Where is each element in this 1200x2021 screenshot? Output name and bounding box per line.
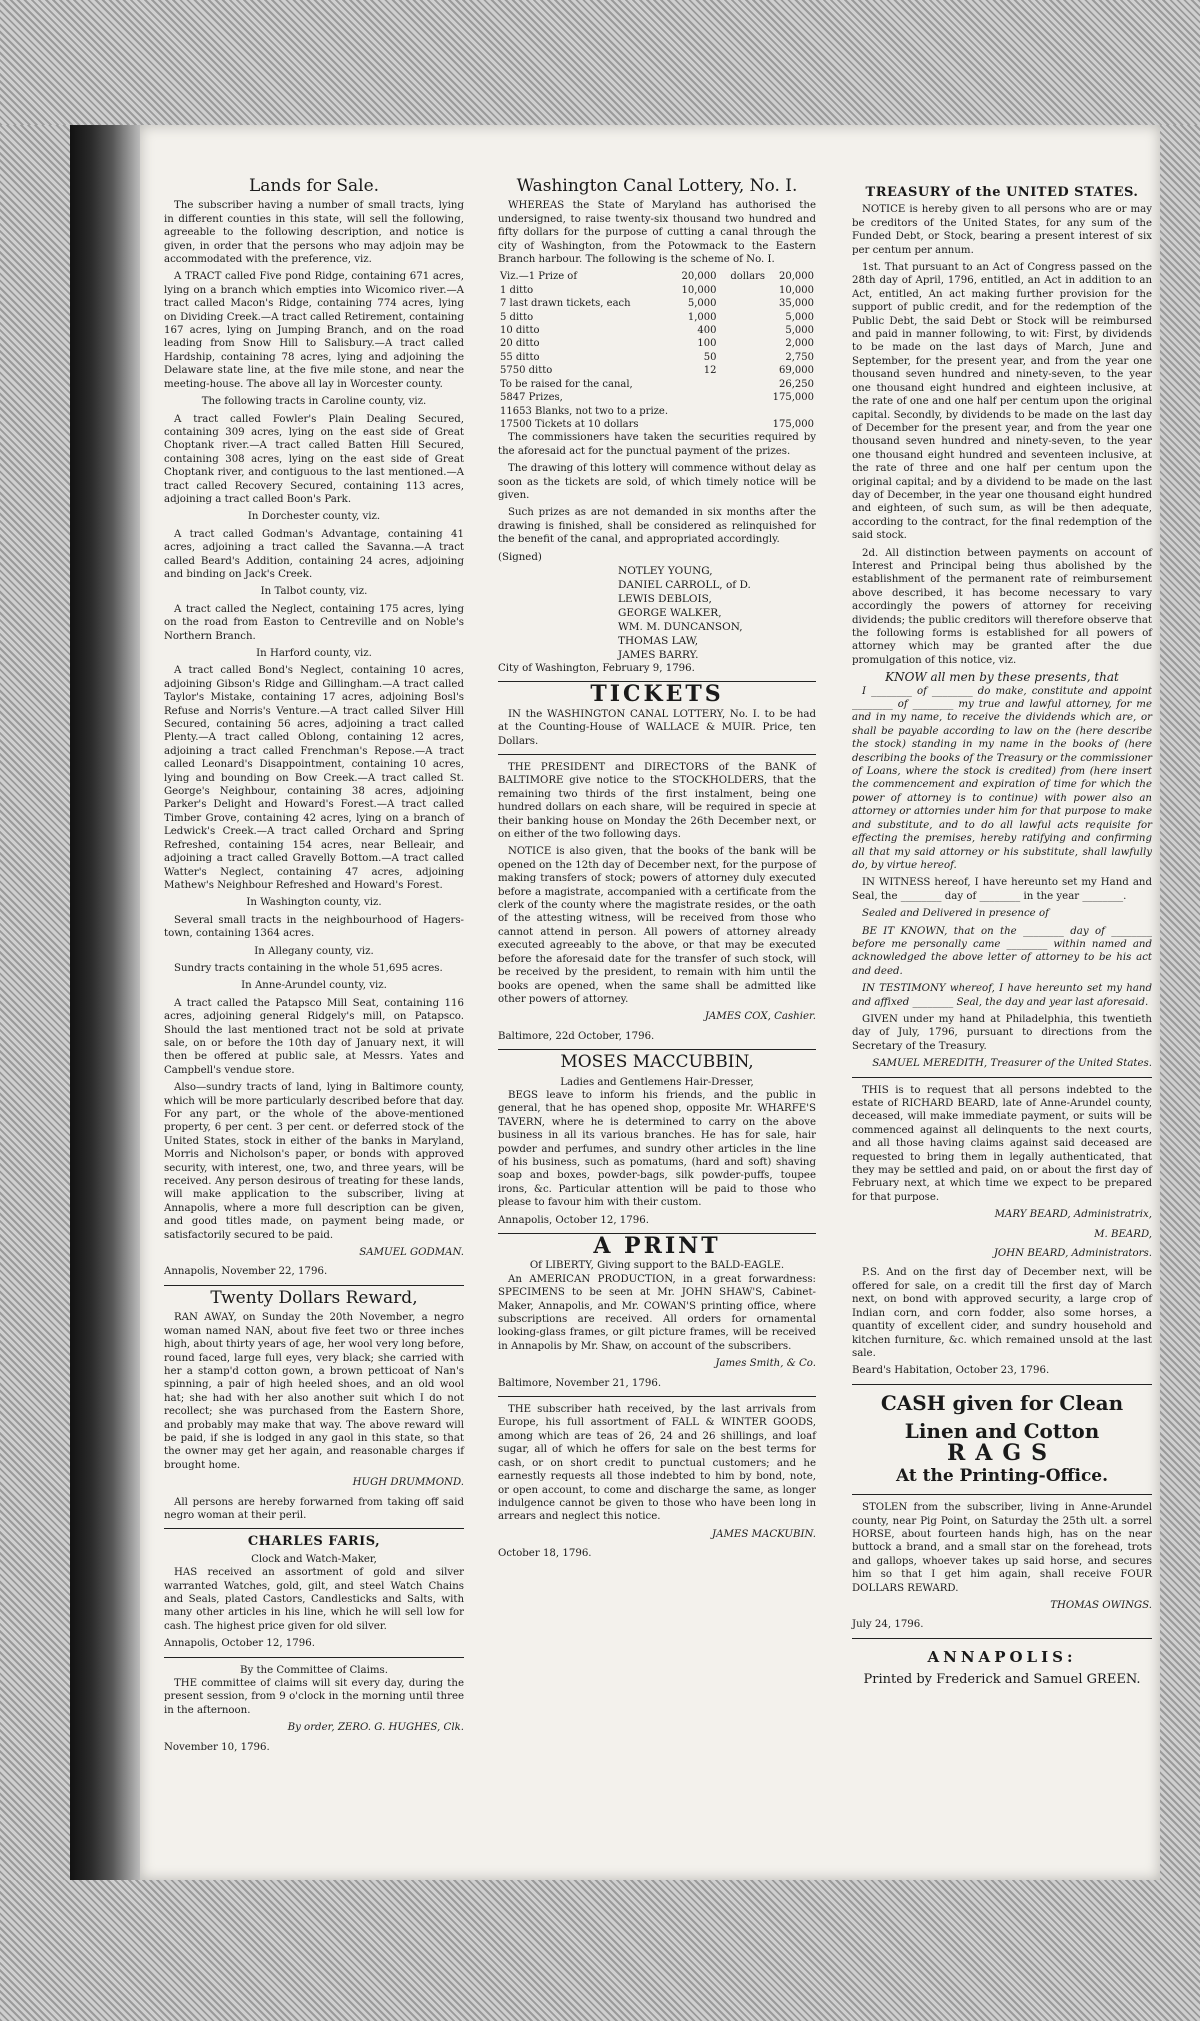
faris-name: CHARLES FARIS, bbox=[247, 1534, 381, 1550]
lottery-cell-amount: 50 bbox=[703, 351, 717, 363]
lottery-cell-unit bbox=[718, 351, 767, 364]
newspaper-page bbox=[140, 125, 1160, 1880]
print-signature: James Smith, & Co. bbox=[715, 1358, 816, 1370]
committee-signature: By order, ZERO. G. HUGHES, Clk. bbox=[287, 1722, 464, 1734]
lottery-cell-amount: 10,000 bbox=[681, 284, 717, 296]
stolen-text: STOLEN from the subscriber, living in Anne-Arundel county, near Pig Point, on Saturday the 25th ult. a sorrel HORSE, about fourteen hands high, has on the near buttock a brand, and a small star on the forehead, trots and gallops, whoever takes up said horse, and secures him so that I get him again, shall receive FOUR DOLLARS REWARD. bbox=[852, 1502, 1152, 1594]
treasury-signature: SAMUEL MEREDITH, Treasurer of the United States. bbox=[872, 1058, 1152, 1070]
column-right bbox=[852, 180, 1152, 1686]
lottery-drawing: The drawing of this lottery will commence without delay as soon as the tickets are sold, of which timely notice will be given. bbox=[498, 463, 816, 501]
form-witness: IN WITNESS hereof, I have hereunto set my Hand and Seal, the ________ day of ________ in the year ________. bbox=[852, 877, 1152, 902]
lottery-signed: (Signed) bbox=[498, 551, 542, 563]
bank-notice-1: THE PRESIDENT and DIRECTORS of the BANK of BALTIMORE give notice to the STOCKHOLDERS, that the remaining two thirds of the first instalment, being one hundred dollars on each share, will be required in specie at their banking house on Monday the 26th December next, or on either of the two following days. bbox=[498, 762, 816, 841]
prizes-count: 5847 Prizes, bbox=[500, 392, 563, 404]
moses-date: Annapolis, October 12, 1796. bbox=[498, 1214, 649, 1226]
harford-heading: In Harford county, viz. bbox=[256, 648, 372, 659]
annearundel-heading: In Anne-Arundel county, viz. bbox=[241, 980, 387, 992]
lands-caroline: A tract called Fowler's Plain Dealing Secured, containing 309 acres, lying on the east side of Great Choptank river.—A tract called Batten Hill Secured, containing 308 acres, lying on the east side of Great Choptank river, and contiguous to the last mentioned.—A tract called Recovery Secured, containing 113 acres, adjoining a tract called Boon's Park. bbox=[164, 413, 464, 505]
reward-title: Twenty Dollars Reward, bbox=[210, 1287, 418, 1308]
commissioner-name: JAMES BARRY. bbox=[618, 648, 699, 661]
commissioner-name: DANIEL CARROLL, of D. bbox=[618, 578, 751, 591]
lands-washington: Several small tracts in the neighbourhood of Hagers-town, containing 1364 acres. bbox=[164, 914, 464, 940]
form-testimony: IN TESTIMONY whereof, I have hereunto set my hand and affixed ________ Seal, the day and year last aforesaid. bbox=[852, 983, 1152, 1008]
lottery-demand: Such prizes as are not demanded in six months after the drawing is finished, shall be considered as relinquished for the benefit of the canal, and appropriated accordingly. bbox=[498, 507, 816, 546]
divider bbox=[164, 1528, 464, 1529]
scan-margin-bottom bbox=[0, 1880, 1200, 2021]
caroline-heading: The following tracts in Caroline county, viz. bbox=[201, 396, 427, 408]
lottery-cell-total: 20,000 bbox=[779, 271, 814, 283]
beard-date: Beard's Habitation, October 23, 1796. bbox=[852, 1365, 1050, 1377]
divider bbox=[852, 1494, 1152, 1495]
washington-heading: In Washington county, viz. bbox=[246, 897, 382, 909]
lottery-row bbox=[498, 297, 816, 310]
lottery-cell-unit bbox=[718, 337, 767, 350]
print-heading: A PRINT bbox=[593, 1233, 721, 1259]
form-heading: KNOW all men by these presents, that bbox=[885, 670, 1119, 685]
commissioner-name: WM. M. DUNCANSON, bbox=[618, 620, 743, 633]
bank-notice-2: NOTICE is also given, that the books of the bank will be opened on the 12th day of December next, for the purpose of making transfers of stock; powers of attorney duly executed before a magistrate, accompanied with a certificate from the clerk of the county where the magistrate resides, or the oath of the attesting witness, will be received from those who cannot attend in person. All powers of attorney already executed agreeably to the above, or that may be executed before the aforesaid date for the transfer of such stock, will be received by the president, to remain with him until the books are opened, when the same shall be admitted like other powers of attorney. bbox=[498, 846, 816, 1005]
beard-signature-1: MARY BEARD, Administratrix, bbox=[994, 1209, 1152, 1221]
moses-trade: Ladies and Gentlemens Hair-Dresser, bbox=[560, 1076, 754, 1088]
faris-trade: Clock and Watch-Maker, bbox=[251, 1553, 377, 1565]
lottery-cell-label: 10 ditto bbox=[500, 325, 540, 337]
lottery-cell-label: To be raised for the canal, bbox=[500, 378, 633, 390]
lottery-cell-label: 20 ditto bbox=[500, 338, 540, 350]
lottery-cell-amount: 20,000 bbox=[681, 271, 717, 283]
commissioner-name: NOTLEY YOUNG, bbox=[618, 564, 713, 577]
lands-intro: The subscriber having a number of small tracts, lying in different counties in this state, will sell the following, agreeable to the following description, and notice is given, in order that the persons who may adjoin may be accommodated with the preference, viz. bbox=[164, 200, 464, 266]
lottery-row bbox=[498, 364, 816, 377]
moses-text: BEGS leave to inform his friends, and the public in general, that he has opened shop, opposite Mr. WHARFE'S TAVERN, where he is determined to carry on the above business in all its various branches. He has for sale, hair powder and perfumes, and sundry other articles in the line of his business, such as pomatums, (hard and soft) shaving soap and boxes, powder-bags, silk powder-puffs, toupee irons, &c. Particular attention will be paid to those who please to favour him with their custom. bbox=[498, 1089, 816, 1209]
lands-date: Annapolis, November 22, 1796. bbox=[164, 1266, 328, 1278]
scan-margin-right bbox=[1160, 125, 1200, 1880]
committee-text: THE committee of claims will sit every day, during the present session, from 9 o'clock in the morning until three in the afternoon. bbox=[164, 1678, 464, 1716]
lands-harford: A tract called Bond's Neglect, containing 10 acres, adjoining Gibson's Ridge and Gillingham.—A tract called Taylor's Mistake, containing 17 acres, adjoining Bosl's Refuse and Norris's Venture.—A tract called Silver Hill Secured, containing 56 acres, adjoining a tract called Plenty.—A tract called Oblong, containing 12 acres, adjoining a tract called Frenchman's Repose.—A tract called Leonard's Disappointment, containing 10 acres, lying and bounding on Bow Creek.—A tract called St. George's Neighbour, containing 38 acres, adjoining Parker's Delight and Howard's Forest.—A tract called Timber Grove, containing 42 acres, lying on a branch of Ledwick's Creek.—A tract called Orchard and Spring Refreshed, containing 154 acres, near Belleair, and adjoining a tract called Gravelly Bottom.—A tract called Watter's Neglect, containing 47 acres, adjoining Mathew's Neighbour Refreshed and Howard's Forest. bbox=[164, 665, 464, 891]
imprint-printers: Printed by Frederick and Samuel GREEN. bbox=[863, 1671, 1141, 1687]
faris-text: HAS received an assortment of gold and silver warranted Watches, gold, gilt, and steel Watch Chains and Seals, plated Castors, Candlesticks and Salts, with many other articles in his line, which he will sell low for cash. The highest price given for old silver. bbox=[164, 1567, 464, 1632]
moses-name: MOSES MACCUBBIN, bbox=[560, 1052, 754, 1073]
treasury-second: 2d. All distinction between payments on account of Interest and Principal being thus abolished by the establishment of the permanent rate of reimbursement above described, it has become necessary to vary accordingly the powers of attorney for receiving dividends; the public creditors will therefore observe that the following forms is established for all powers of attorney which may be granted after the due promulgation of this notice, viz. bbox=[852, 547, 1152, 666]
lottery-cell-unit bbox=[718, 284, 767, 297]
bank-date: Baltimore, 22d October, 1796. bbox=[498, 1030, 655, 1042]
treasury-given: GIVEN under my hand at Philadelphia, this twentieth day of July, 1796, pursuant to directions from the Secretary of the Treasury. bbox=[852, 1013, 1152, 1052]
lottery-cell-unit bbox=[718, 378, 767, 391]
divider bbox=[498, 1049, 816, 1050]
treasury-notice: NOTICE is hereby given to all persons who are or may be creditors of the United States, for any sum of the Funded Debt, or Stock, bearing a present interest of six per centum per annum. bbox=[852, 204, 1152, 256]
goods-date: October 18, 1796. bbox=[498, 1548, 592, 1560]
lottery-cell-unit: dollars bbox=[730, 271, 766, 283]
lottery-cell-label: 5 ditto bbox=[500, 311, 534, 323]
committee-date: November 10, 1796. bbox=[164, 1741, 270, 1753]
lottery-cell-unit bbox=[718, 364, 767, 377]
cash-heading: CASH given for Clean bbox=[880, 1390, 1124, 1415]
commissioner-name: LEWIS DEBLOIS, bbox=[618, 592, 712, 605]
lottery-cell-amount bbox=[670, 378, 719, 391]
beard-signature-2: M. BEARD, bbox=[1094, 1228, 1152, 1240]
lottery-title: Washington Canal Lottery, No. I. bbox=[516, 176, 798, 196]
tickets-total: 175,000 bbox=[772, 418, 814, 430]
form-sealed: Sealed and Delivered in presence of bbox=[862, 908, 1049, 920]
treasury-title: TREASURY of the UNITED STATES. bbox=[865, 185, 1139, 200]
lottery-date: City of Washington, February 9, 1796. bbox=[498, 662, 695, 674]
lottery-row bbox=[498, 337, 816, 350]
commissioner-name: THOMAS LAW, bbox=[618, 634, 699, 647]
lottery-intro: WHEREAS the State of Maryland has authorised the undersigned, to raise twenty-six thousand two hundred and fifty dollars for the purpose of cutting a canal through the city of Washington, from the Potowmack to the Eastern Branch harbour. The following is the scheme of No. I. bbox=[498, 200, 816, 266]
rags-heading: RAGS bbox=[946, 1439, 1058, 1466]
lottery-cell-label: 1 ditto bbox=[500, 284, 534, 296]
lottery-cell-label: 55 ditto bbox=[500, 351, 540, 363]
lottery-cell-unit bbox=[718, 297, 767, 310]
divider bbox=[852, 1384, 1152, 1385]
lottery-cell-total: 5,000 bbox=[785, 311, 814, 323]
faris-date: Annapolis, October 12, 1796. bbox=[164, 1638, 315, 1650]
lottery-totals bbox=[498, 391, 816, 431]
divider bbox=[164, 1285, 464, 1286]
form-text: I ________ of ________ do make, constitute and appoint ________ of ________ my true and lawful attorney, for me and in my name, to receive the dividends which are, or shall be payable according to law on the (here describe the stock) standing in my name in the books of (here describing the books of the Treasury or the commissioner of Loans, where the stock is credited) from (here insert the commencement and expiration of time for which the power of attorney is to continue) with power also an attorney or attornies under him for that purpose to make and substitute, and to do all lawful acts requisite for effecting the premises, hereby ratifying and confirming all that my said attorney or his substitute, shall lawfully do, by virtue hereof. bbox=[852, 685, 1152, 871]
lottery-row bbox=[498, 284, 816, 297]
reward-signature: HUGH DRUMMOND. bbox=[352, 1477, 464, 1489]
commissioner-names bbox=[618, 564, 816, 662]
lottery-row bbox=[498, 324, 816, 337]
tickets-ad: IN the WASHINGTON CANAL LOTTERY, No. I. to be had at the Counting-House of WALLACE & MUIR. Price, ten Dollars. bbox=[498, 708, 816, 747]
lands-signature: SAMUEL GODMAN. bbox=[359, 1247, 464, 1259]
lottery-cell-total: 2,750 bbox=[785, 351, 814, 363]
divider bbox=[498, 1396, 816, 1397]
allegany-heading: In Allegany county, viz. bbox=[254, 945, 374, 957]
lottery-cell-amount: 400 bbox=[697, 325, 717, 337]
blanks-count: 11653 Blanks, not two to a prize. bbox=[500, 405, 669, 417]
lottery-cell-total: 10,000 bbox=[779, 284, 814, 296]
print-date: Baltimore, November 21, 1796. bbox=[498, 1377, 662, 1389]
divider bbox=[852, 1638, 1152, 1639]
lands-title: Lands for Sale. bbox=[248, 176, 380, 196]
lands-worcester: A TRACT called Five pond Ridge, containing 671 acres, lying on a branch which empties into Wicomico river.—A tract called Macon's Ridge, containing 774 acres, lying on Dividing Creek.—A tract called Retirement, containing 167 acres, lying on Jumping Branch, and on the road leading from Snow Hill to Salisbury.—A tract called Hardship, containing 78 acres, lying and adjoining the Delaware state line, at the five mile stone, and near the meeting-house. The above all lay in Worcester county. bbox=[164, 271, 464, 390]
lottery-row bbox=[498, 378, 816, 391]
commissioner-name: GEORGE WALKER, bbox=[618, 606, 722, 619]
reward-note: All persons are hereby forwarned from taking off said negro woman at their peril. bbox=[164, 1496, 464, 1521]
lottery-cell-total: 26,250 bbox=[779, 378, 814, 390]
stolen-date: July 24, 1796. bbox=[852, 1619, 924, 1631]
lottery-row bbox=[498, 311, 816, 324]
lottery-cell-unit bbox=[718, 324, 767, 337]
bank-signature: JAMES COX, Cashier. bbox=[704, 1011, 816, 1023]
goods-signature: JAMES MACKUBIN. bbox=[712, 1528, 816, 1540]
lottery-cell-total: 69,000 bbox=[779, 365, 814, 377]
lottery-scheme-table bbox=[498, 270, 816, 391]
lottery-row bbox=[498, 270, 816, 283]
lands-also: Also—sundry tracts of land, lying in Baltimore county, which will be more particularly described before that day. For any part, or the whole of the above-mentioned property, 6 per cent. 3 per cent. or deferred stock of the United States, stock in either of the banks in Maryland, Morris and Nicholson's paper, or bonds with approved security, with interest, one, two, and three years, will be received. Any person desirous of treating for these lands, will make application to the subscriber, living at Annapolis, where a more full description can be given, and good titles made, on payment being made, or satisfactorily secured to be paid. bbox=[164, 1082, 464, 1241]
column-left bbox=[164, 176, 464, 1754]
committee-heading: By the Committee of Claims. bbox=[239, 1664, 389, 1676]
lottery-cell-amount: 5,000 bbox=[687, 298, 717, 310]
divider bbox=[164, 1657, 464, 1658]
lottery-cell-total: 35,000 bbox=[779, 298, 814, 310]
goods-text: THE subscriber hath received, by the last arrivals from Europe, his full assortment of FALL & WINTER GOODS, among which are teas of 26, 24 and 26 shillings, and loaf sugar, all of which he offers for sale on the best terms for cash, or on short credit to punctual customers; and he earnestly requests all those indebted to him by bond, note, or open account, to come and discharge the same, as longer indulgence cannot be given to those who have been long in arrears and neglect this notice. bbox=[498, 1404, 816, 1523]
lottery-cell-total: 2,000 bbox=[785, 338, 814, 350]
divider bbox=[498, 754, 816, 755]
beard-signature-3: JOHN BEARD, Administrators. bbox=[993, 1248, 1152, 1260]
imprint-city: ANNAPOLIS: bbox=[927, 1647, 1077, 1666]
print-subheading: Of LIBERTY, Giving support to the BALD-EAGLE. bbox=[529, 1260, 785, 1272]
stolen-signature: THOMAS OWINGS. bbox=[1050, 1599, 1152, 1611]
lottery-cell-amount: 1,000 bbox=[687, 311, 717, 323]
printing-office: At the Printing-Office. bbox=[895, 1466, 1109, 1487]
book-binding-edge bbox=[70, 125, 140, 1880]
lottery-row bbox=[498, 351, 816, 364]
lottery-cell-total: 5,000 bbox=[785, 325, 814, 337]
talbot-heading: In Talbot county, viz. bbox=[260, 586, 368, 598]
beard-text: THIS is to request that all persons indebted to the estate of RICHARD BEARD, late of Anne-Arundel county, deceased, will make immediate payment, or suits will be commenced against all delinquents to the next courts, and all those having claims against said deceased are requested to bring them in legally authenticated, that they may be settled and paid, on or about the first day of February next, at which time we expect to be prepared for that purpose. bbox=[852, 1084, 1152, 1203]
tickets-count: 17500 Tickets at 10 dollars bbox=[500, 418, 639, 430]
lottery-cell-amount: 100 bbox=[697, 338, 717, 350]
lottery-cell-unit bbox=[718, 311, 767, 324]
lottery-security: The commissioners have taken the securities required by the aforesaid act for the punctual payment of the prizes. bbox=[498, 432, 816, 457]
column-middle bbox=[498, 176, 816, 1561]
lottery-cell-label: 5750 ditto bbox=[500, 365, 553, 377]
print-text: An AMERICAN PRODUCTION, in a great forwardness: SPECIMENS to be seen at Mr. JOHN SHAW'S, Cabinet-Maker, Annapolis, and Mr. COWAN'S printing office, where subscriptions are received. All orders for ornamental looking-glass frames, or gilt picture frames, will be received in Annapolis by Mr. Shaw, on account of the subscribers. bbox=[498, 1273, 816, 1352]
scan-margin-top bbox=[0, 0, 1200, 125]
lands-allegany: Sundry tracts containing in the whole 51,695 acres. bbox=[174, 962, 443, 974]
scan-margin-left bbox=[0, 125, 70, 1880]
lands-talbot: A tract called the Neglect, containing 175 acres, lying on the road from Easton to Centreville and on Noble's Northern Branch. bbox=[164, 603, 464, 642]
lottery-cell-label: 7 last drawn tickets, each bbox=[500, 298, 631, 310]
lands-dorchester: A tract called Godman's Advantage, containing 41 acres, adjoining a tract called the Savanna.—A tract called Beard's Addition, containing 24 acres, adjoining and binding on Jack's Creek. bbox=[164, 528, 464, 580]
form-known: BE IT KNOWN, that on the ________ day of ________ before me personally came ________ within named and acknowledged the above letter of attorney to be his act and deed. bbox=[852, 925, 1152, 977]
tickets-heading: TICKETS bbox=[590, 681, 724, 708]
dorchester-heading: In Dorchester county, viz. bbox=[247, 511, 381, 523]
lottery-cell-amount: 12 bbox=[703, 365, 717, 377]
beard-ps: P.S. And on the first day of December next, will be offered for sale, on a credit till the first day of March next, on bond with approved security, a large crop of Indian corn, and corn fodder, also some horses, a quantity of excellent cider, and sundry household and kitchen furniture, &c. which remained unsold at the last sale. bbox=[852, 1267, 1152, 1359]
cash-subheading: Linen and Cotton bbox=[904, 1418, 1100, 1443]
lottery-cell-label: Viz.—1 Prize of bbox=[500, 271, 578, 283]
reward-text: RAN AWAY, on Sunday the 20th November, a negro woman named NAN, about five feet two or three inches high, about thirty years of age, her wool very long before, round faced, large full eyes, very black; she carried with her a stamp'd cotton gown, a brown petticoat of Nan's spinning, a pair of high heeled shoes, and an old wool hat; she had with her also another suit which I do not recollect; she was purchased from the Eastern Shore, and probably may make that way. The above reward will be paid, if she is lodged in any gaol in this state, so that the owner may get her again, and reasonable charges if brought home. bbox=[164, 1312, 464, 1471]
divider bbox=[852, 1077, 1152, 1078]
prizes-total: 175,000 bbox=[772, 392, 814, 404]
lands-annearundel: A tract called the Patapsco Mill Seat, containing 116 acres, adjoining general Ridgely's mill, on Patapsco. Should the last mentioned tract not be sold at private sale, on or before the 10th day of January next, it will then be offered at public sale, at Messrs. Yates and Campbell's vendue store. bbox=[164, 997, 464, 1076]
treasury-first: 1st. That pursuant to an Act of Congress passed on the 28th day of April, 1796, entitled, an Act in addition to an Act, entitled, An act making further provision for the support of public credit, and for the redemption of the Public Debt, the said Debt or Stock will be reimbursed and paid in manner following, to wit: First, by dividends to be made on the last days of March, June and September, for the present year, and from the year one thousand seven hundred and ninety-seven, to the year one thousand eight hundred and eighteen inclusive, at the rate of one and one half per centum upon the original capital. Secondly, by dividends to be made on the last day of December for the present year, and from the year one thousand seven hundred and ninety-seven, to the year one thousand eight hundred and seventeen inclusive, at the rate of three and one half per centum upon the original capital; and by a dividend to be made on the last day of December, in the year one thousand eight hundred and eighteen, of such sum, as will be then adequate, according to the contract, for the final redemption of the said stock. bbox=[852, 262, 1152, 542]
